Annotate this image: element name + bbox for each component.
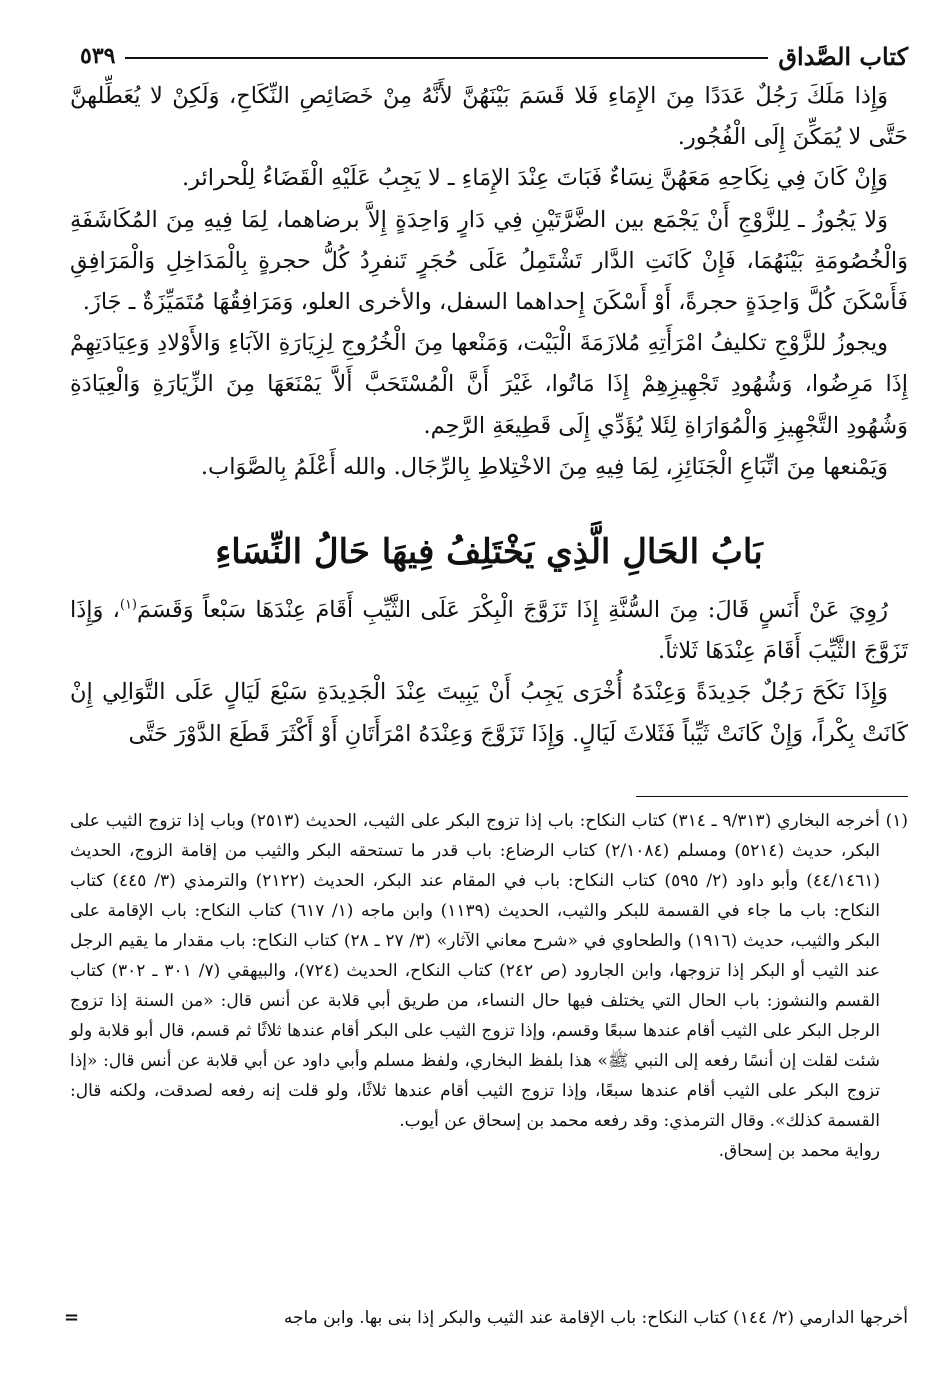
- header-rule: [125, 57, 768, 59]
- page-header: [80, 36, 908, 76]
- footnotes: [70, 806, 908, 1166]
- paragraph: وَإِنْ كَانَ فِي نِكَاحِهِ مَعَهُنَّ نِسَاءٌ فَبَاتَ عِنْدَ الإِمَاءِ ـ لا يَجِبُ عَلَيْهِ الْقَضَاءُ لِلْحرائر.: [181, 165, 888, 192]
- paragraph: ويجوزُ للزَّوْجِ تكليفُ امْرَأَتِهِ مُلازَمَةَ الْبَيْت، وَمَنْعها مِنَ الْخُرُوجِ لِزِيَارَةِ الآبَاءِ وَالأَوْلادِ وَعِيَادَتِهِمْ إِذَا مَرِضُوا، وَشُهُودِ تَجْهِيزِهِمْ إِذَا مَاتُوا، غَيْرَ أَنَّ الْمُسْتَحَبَّ أَلاَّ يَمْنَعَهَا مِنَ الزِّيَارَةِ وَالْعِيَادَةِ وَشُهُودِ التَّجْهِيزِ وَالْمُوَارَاةِ لِئَلا يُؤَدِّي إِلَى قَطِيعَةِ الرَّحِم.: [70, 330, 908, 439]
- footnote-separator: [636, 796, 908, 797]
- footnote-text: أخرجها الدارمي (٢/ ١٤٤) كتاب النكاح: باب الإقامة عند الثيب والبكر إذا بنى بها. وابن ماجه: [283, 1308, 908, 1328]
- running-title: كتاب الصَّداق: [778, 41, 908, 71]
- main-text: [70, 76, 908, 755]
- footnote-last-line: [64, 1303, 908, 1333]
- footnote-1: (١) أخرجه البخاري (٩/٣١٣ ـ ٣١٤) كتاب النكاح: باب إذا تزوج البكر على الثيب، الحديث (٢٥١٣) وباب إذا تزوج الثيب على البكر، حديث (٥٢١٤) ومسلم (٢/١٠٨٤) كتاب الرضاع: باب قدر ما تستحقه البكر والثيب من إقامة الزوج، الحديث (٤٤/١٤٦١) وأبو داود (٢/ ٥٩٥) كتاب النكاح: باب في المقام عند البكر، الحديث (٢١٢٢) والترمذي (٣/ ٤٤٥) كتاب النكاح: باب ما جاء في القسمة للبكر والثيب، الحديث (١١٣٩) وابن ماجه (١/ ٦١٧) كتاب النكاح: باب الإقامة على البكر والثيب، حديث (١٩١٦) والطحاوي في «شرح معاني الآثار» (٣/ ٢٧ ـ ٢٨) كتاب النكاح: باب مقدار ما يقيم الرجل عند الثيب أو البكر إذا تزوجها، وابن الجارود (ص ٢٤٢) كتاب النكاح، الحديث (٧٢٤)، والبيهقي (٧/ ٣٠١ ـ ٣٠٢) كتاب القسم والنشوز: باب الحال التي يختلف فيها حال النساء، من طريق أبي قلابة عن أنس قال: «من السنة إذا تزوج الرجل البكر على الثيب أقام عندها سبعًا وقسم، وإذا تزوج الثيب على البكر أقام عندها ثلاثًا ثم قسم، قال أبو قلابة ولو شئت لقلت إن أنسًا رفعه إلى النبي ﷺ» هذا بلفظ البخاري، ولفظ مسلم وأبي داود عن أبي قلابة عن أنس قال: «إذا تزوج البكر على الثيب أقام عندها سبعًا، وإذا تزوج الثيب أقام عندها ثلاثًا، ولو قلت إنه رفعه لصدقت، ولكنه قال: القسمة كذلك». وقال الترمذي: وقد رفعه محمد بن إسحاق عن أيوب.: [70, 811, 909, 1131]
- footnote-subheading: رواية محمد بن إسحاق.: [718, 1141, 880, 1161]
- paragraph: [70, 590, 908, 672]
- paragraph: وَلا يَجُوزُ ـ لِلزَّوْجِ أَنْ يَجْمَع بين الضَّرَّتَيْنِ فِي دَارٍ وَاحِدَةٍ إِلاَّ برضاهما، لِمَا فِيهِ مِنَ المُكَاشَفَةِ وَالْخُصُومَةِ بَيْنَهُمَا، فَإِنْ كَانَتِ الدَّار تَشْتَمِلُ عَلَى حُجَرٍ تَنفرِدُ كُلُّ حجرةٍ بِالْمَدَاخِلِ وَالْمَرَافِقِ فَأَسْكَنَ كُلَّ وَاحِدَةٍ حجرةً، أَوْ أَسْكَنَ إِحداهما السفل، والأخرى العلو، وَمَرَافِقُهَا مُتَمَيِّزَةٌ ـ جَازَ.: [70, 206, 908, 316]
- paragraph: وَإِذا مَلَكَ رَجُلٌ عَدَدًا مِنَ الإِمَاءِ فَلا قَسَمَ بَيْنَهُنَّ لأَنَّهُ مِنْ خَصَائِصِ النِّكَاحِ، وَلَكِنْ لا يُعَطِّلهنَّ حَتَّى لا يُمَكِّنَ إِلَى الْفُجُور.: [70, 83, 908, 151]
- paragraph-text: رُوِيَ عَنْ أَنَسٍ قَالَ: مِنَ السُّنَّةِ إِذَا تَزَوَّجَ الْبِكْرَ عَلَى الثَّيِّبِ أَقَامَ عِنْدَهَا سَبْعاً وَقَسَمَ: [137, 597, 888, 624]
- paragraph-text: ، وَإِذَا تَزَوَّجَ الثَّيِّبَ أَقَامَ عِنْدَهَا ثَلاثاً.: [70, 597, 908, 665]
- footnote-marker: (١): [119, 597, 137, 613]
- paragraph: وَيَمْنعها مِنَ اتِّبَاعِ الْجَنَائِزِ، لِمَا فِيهِ مِنَ الاخْتِلاطِ بِالرِّجَال. والله أَعْلَمُ بِالصَّوَاب.: [200, 453, 888, 480]
- page-number: ٥٣٩: [80, 43, 116, 69]
- chapter-heading: بَابُ الحَالِ الَّذِي يَخْتَلِفُ فِيهَا حَالُ النِّسَاءِ: [215, 532, 763, 573]
- paragraph: وَإِذَا نَكَحَ رَجُلٌ جَدِيدَةً وَعِنْدَهُ أُخْرَى يَجِبُ أَنْ يَبِيتَ عِنْدَ الْجَدِيدَةِ سَبْعَ لَيَالٍ عَلَى التَّوَالِي إِنْ كَانَتْ بِكْراً، وَإِنْ كَانَتْ ثَيِّباً فَثَلاثَ لَيَالٍ. وَإِذَا تَزَوَّجَ وَعِنْدَهُ امْرَأَتَانِ أَوْ أَكْثَرَ قَطَعَ الدَّوْرَ حَتَّى: [70, 679, 908, 747]
- continuation-mark: =: [64, 1307, 80, 1328]
